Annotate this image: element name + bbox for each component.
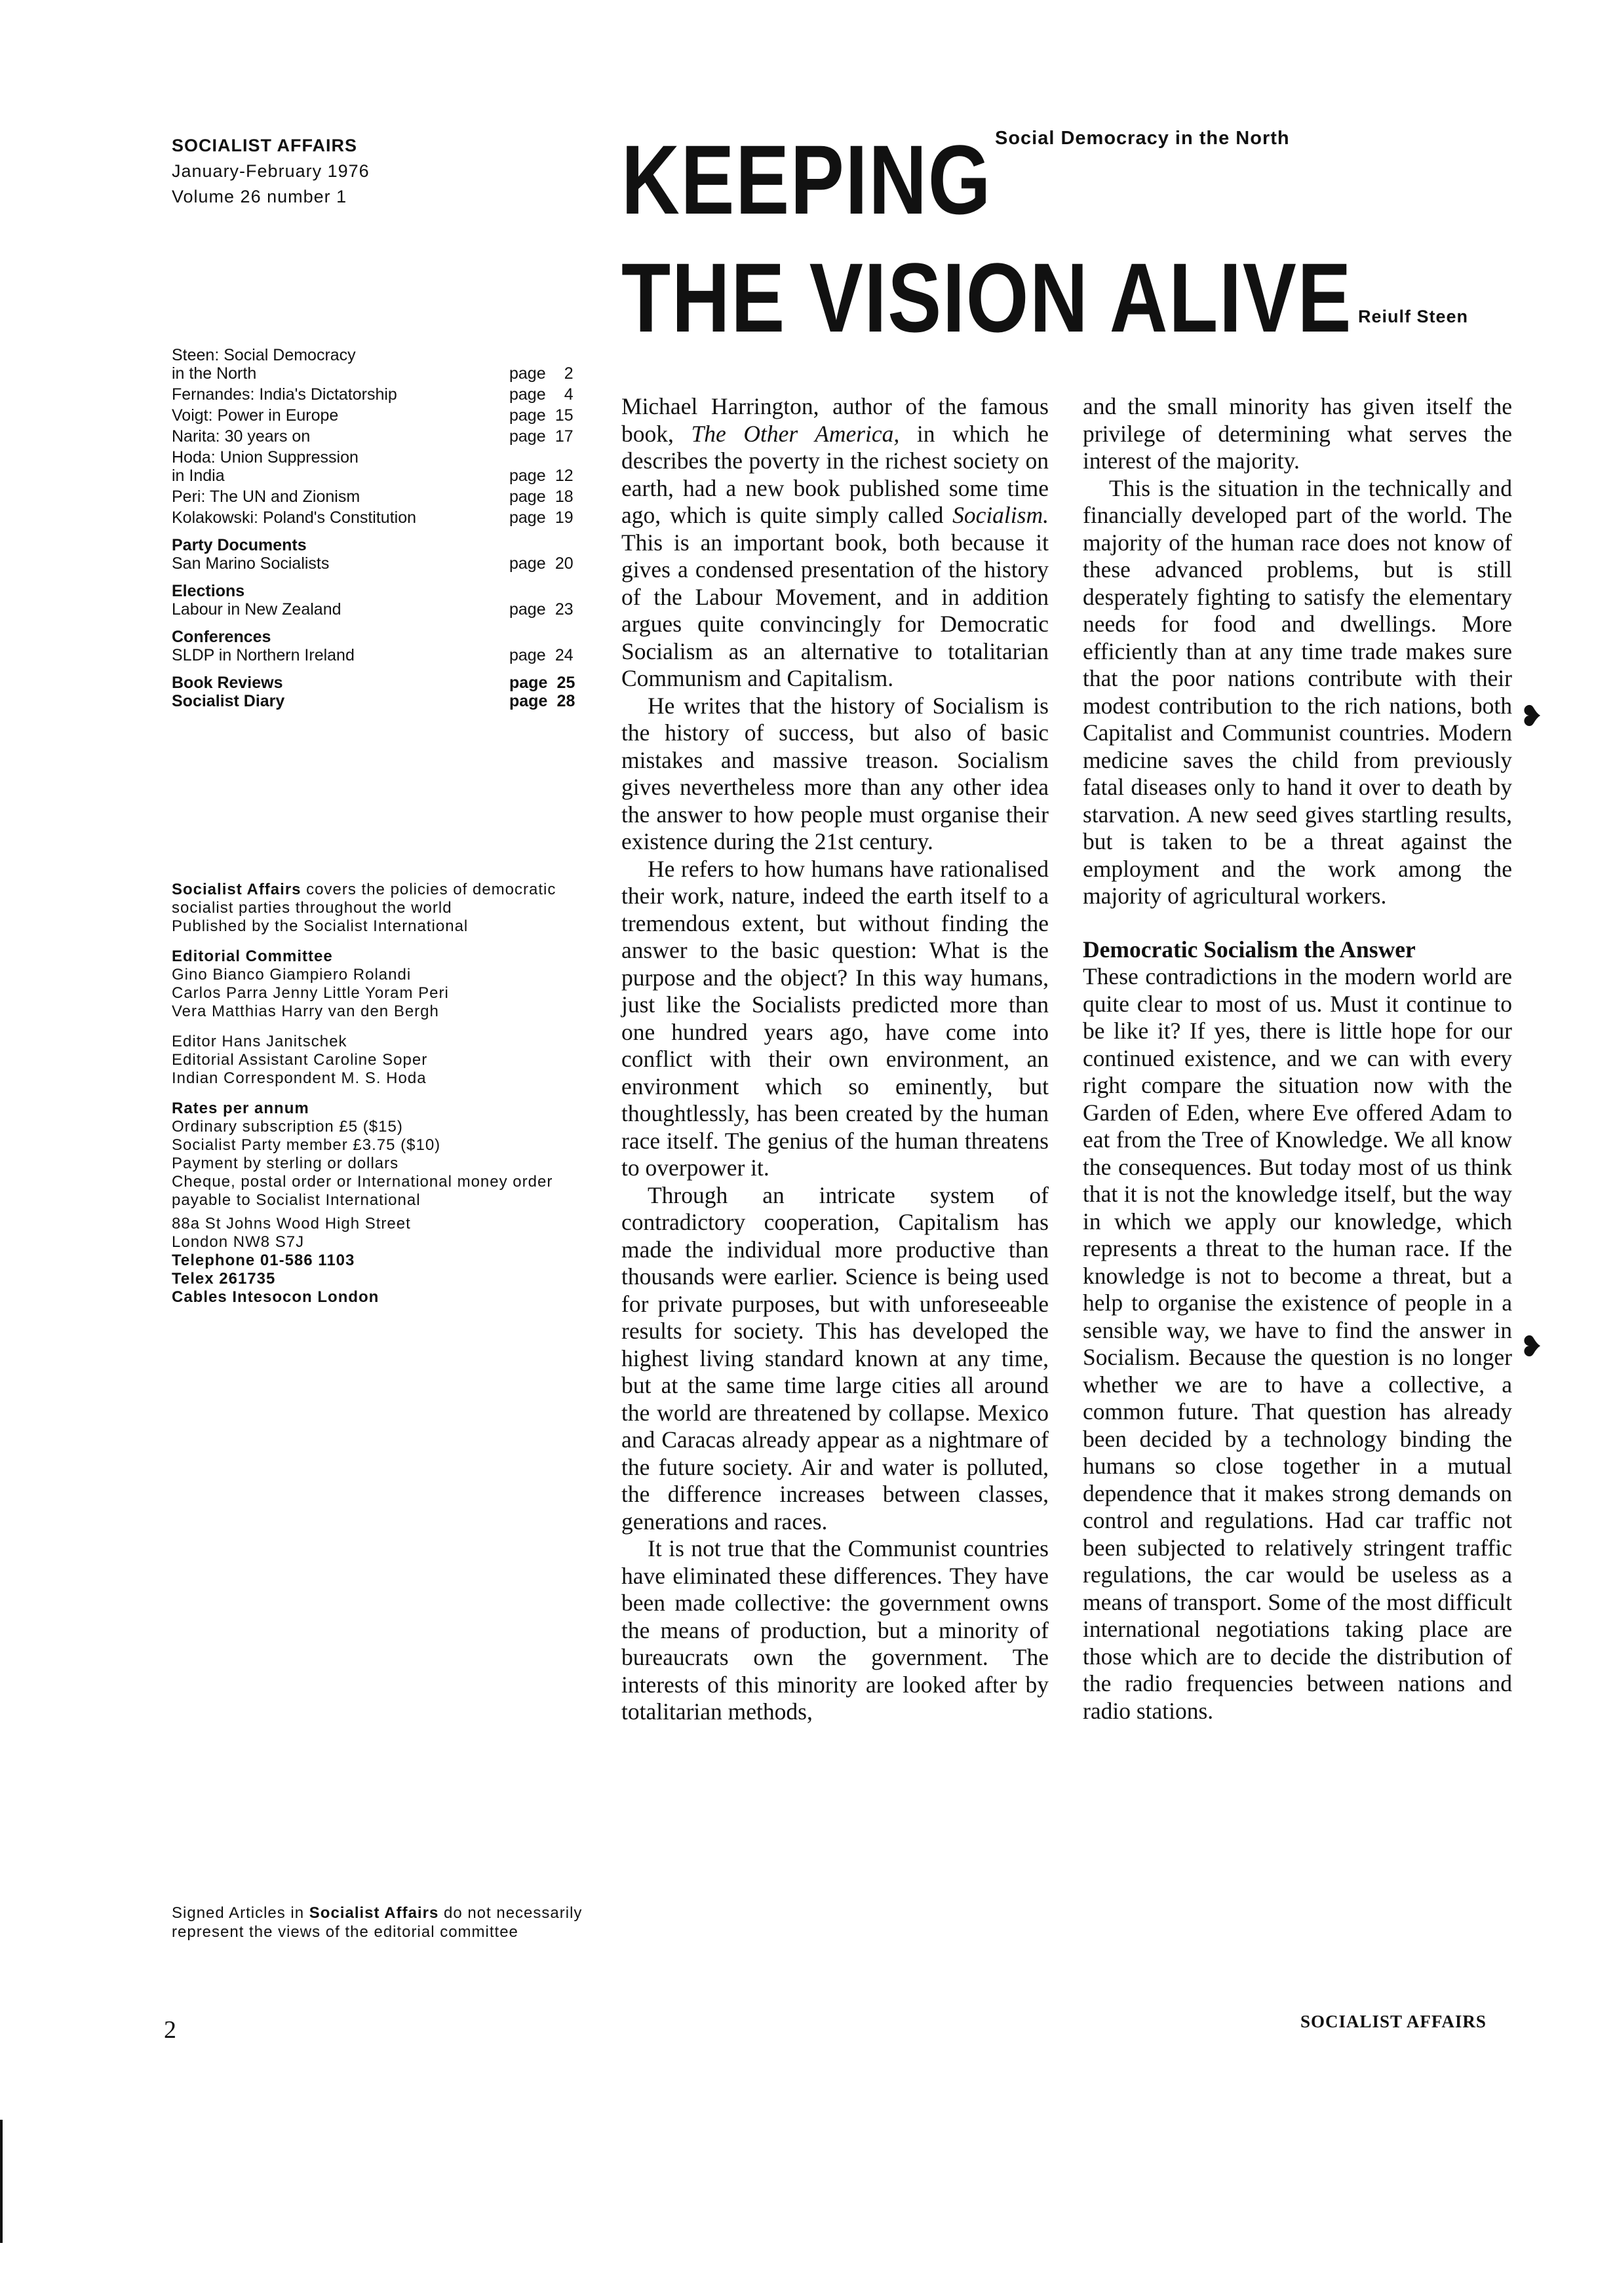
paragraph-text: This is an important book, both because it gives a condensed presentation of the history of the Labour Movement, and in addition argues quite convincingly for Democratic Socialism as an alternative to totalitarian Communism and Capitalism. [621,529,1049,691]
paragraph-text: and the small minority has given itself the privilege of determining what serves the interest of the majority. [1083,393,1512,474]
toc-articles [172,346,591,527]
toc-entry-page [509,467,591,485]
scan-edge-line [0,2120,3,2243]
rate-line: Cheque, postal order or International money order payable to Socialist International [172,1173,553,1209]
address-line: London NW8 S7J [172,1233,305,1251]
rate-line: Payment by sterling or dollars [172,1155,399,1172]
margin-mark-icon: ❥ [1519,1330,1544,1364]
paragraph-text: Michael Harrington, author of the famous book, [621,393,1049,447]
editorial-committee [172,947,591,1021]
toc-page-label: page [509,600,546,619]
paragraph-text: He refers to how humans have rationalised their work, nature, indeed the earth itself to a tremendous extent, but without finding the answer to the basic question: What is the purpose and the object? In this way humans, just like the Socialists predicted more than one hundred years ago, have come into conflict with their own environment, an environment which so eminently, but thoughtlessly, has been created by the human race itself. The genius of the human threatens to overpower it. [621,855,1049,1181]
toc-entry-page [509,674,591,692]
toc-entry-page [509,385,591,404]
address-line: Telex 261735 [172,1270,276,1288]
toc-page-number: 20 [555,554,574,573]
toc-page-label: page [509,692,548,710]
toc-entry [172,646,591,664]
paragraph-text: in which he describes the poverty in the richest society on earth, had a new book published some time ago, which is quite simply called [621,420,1049,528]
toc-page-label: page [509,554,546,573]
toc-entry-page [509,427,591,446]
article-paragraph [621,393,1049,693]
toc-entry-title: Fernandes: India's Dictatorship [172,385,397,404]
address-line: Cables Intesocon London [172,1288,379,1306]
about-brand: Socialist Affairs [172,881,302,898]
committee-member-line: Vera Matthias Harry van den Bergh [172,1003,439,1020]
page-number: 2 [164,2016,176,2044]
toc-entry [172,406,591,425]
rates-heading: Rates per annum [172,1100,309,1117]
toc-entry [172,508,591,527]
paragraph-text: It is not true that the Communist countries have eliminated these differences. They have been made collective: the government owns the means of production, but a minority of bureaucrats own the government. The interests of this minority are looked after by totalitarian methods, [621,1535,1049,1725]
toc-entry-page [509,692,591,710]
toc-entry-title: Socialist Diary [172,692,285,710]
toc-entry-title: Narita: 30 years on [172,427,311,446]
article-paragraph [621,693,1049,856]
footer-publication: SOCIALIST AFFAIRS [1300,2012,1487,2031]
toc-entry [172,674,591,692]
paragraph-text: The Other America, [691,420,900,447]
toc-entry [172,427,591,446]
toc-entry [172,385,591,404]
toc-section [172,628,591,664]
toc-page-number: 24 [555,646,574,664]
toc-entry-page [509,406,591,425]
toc-page-label: page [509,674,548,692]
paragraph-text: Socialism. [952,502,1049,528]
toc-entry-title: Kolakowski: Poland's Constitution [172,508,417,527]
committee-member-line: Carlos Parra Jenny Little Yoram Peri [172,984,449,1002]
toc-entry-page [509,364,591,383]
address-line: 88a St Johns Wood High Street [172,1215,411,1233]
toc-entry [172,346,591,383]
committee-member-line: Gino Bianco Giampiero Rolandi [172,966,412,984]
disclaimer-brand: Socialist Affairs [309,1904,439,1922]
toc-entry-title: SLDP in Northern Ireland [172,646,355,664]
toc-section [172,536,591,573]
toc-entry-title: Voigt: Power in Europe [172,406,339,425]
staff-lines [172,1033,591,1088]
toc-entry-title: San Marino Socialists [172,554,330,573]
toc-entry-page [509,508,591,527]
article-column-2 [1083,393,1512,1725]
toc-section-heading: Party Documents [172,536,307,554]
article-paragraph [621,1182,1049,1536]
disclaimer-before: Signed Articles in [172,1904,309,1922]
margin-mark-icon: ❥ [1519,700,1544,733]
article-column-1 [621,393,1049,1726]
table-of-contents [172,346,591,710]
toc-entry-page [509,600,591,619]
article-author: Reiulf Steen [1358,307,1469,326]
toc-page-label: page [509,427,546,446]
article-paragraph [1083,475,1512,910]
toc-page-label: page [509,488,546,506]
toc-sections [172,536,591,664]
toc-page-number: 25 [556,674,575,692]
article-kicker: Social Democracy in the North [995,128,1290,149]
disclaimer-after: do not necessarily represent the views of the editorial committee [172,1904,583,1941]
toc-entry-page [509,488,591,506]
toc-section-heading: Elections [172,582,245,600]
toc-page-number: 12 [555,467,574,485]
toc-section [172,582,591,619]
paragraph-text: Through an intricate system of contradictory cooperation, Capitalism has made the individual more productive than thousands were earlier. Science is being used for private purposes, but with unforeseeable results for society. This has developed the highest living standard known at any time, but at the same time large cities all around the world are threatened by collapse. Mexico and Caracas already appear as a nightmare of the future society. Air and water is polluted, the difference increases between classes, generations and races. [621,1181,1049,1535]
toc-entry-title: Book Reviews [172,674,283,692]
staff-line: Editor Hans Janitschek [172,1033,347,1050]
article-subheading: Democratic Socialism the Answer [1083,936,1416,963]
article-paragraph [621,856,1049,1182]
article-paragraph [1083,393,1512,475]
headline-line-1: KEEPING [621,124,992,235]
toc-page-label: page [509,385,546,404]
committee-members [172,966,591,1021]
staff-block [172,1033,591,1088]
toc-entry-title: Labour in New Zealand [172,600,341,619]
toc-entry [172,600,591,619]
toc-page-number: 28 [556,692,575,710]
toc-entry-title: Steen: Social Democracy in the North [172,346,356,383]
paragraph-text: He writes that the history of Socialism is the history of success, but also of basic mistakes and massive treason. Socialism gives nevertheless more than any other idea the answer to how people must organise their existence during the 21st century. [621,692,1049,854]
disclaimer [172,1904,591,1942]
address-line: Telephone 01-586 1103 [172,1252,355,1269]
masthead-volume: Volume 26 number 1 [172,187,347,206]
toc-entry [172,448,591,485]
toc-entry [172,692,591,710]
toc-page-number: 2 [564,364,574,383]
toc-page-label: page [509,406,546,425]
published-by: Published by the Socialist International [172,917,469,935]
toc-entry-page [509,554,591,573]
toc-entry-title: Peri: The UN and Zionism [172,488,360,506]
masthead-name: SOCIALIST AFFAIRS [172,136,358,155]
toc-entry [172,488,591,506]
about-block [172,881,591,936]
toc-page-number: 17 [555,427,574,446]
rate-line: Socialist Party member £3.75 ($10) [172,1136,441,1154]
toc-entry [172,554,591,573]
toc-page-label: page [509,508,546,527]
toc-page-number: 19 [555,508,574,527]
toc-page-number: 15 [555,406,574,425]
masthead-date: January-February 1976 [172,161,370,181]
toc-entry-title: Hoda: Union Suppression in India [172,448,359,485]
paragraph-text: This is the situation in the technically and financially developed part of the world. The majority of the human race does not know of these advanced problems, but is still desperately fighting to satisfy the elementary needs for food and dwellings. More efficiently than at any time trade makes sure that the poor nations contribute with their modest contribution to the rich nations, both Capitalist and Communist countries. Modern medicine saves the child from previously fatal diseases only to hand it over to death by starvation. A new seed gives startling results, but is taken to be a threat against the employment and the work among the majority of agricultural workers. [1083,474,1512,909]
toc-page-label: page [509,646,546,664]
article-paragraph [1083,963,1512,1725]
toc-page-number: 4 [564,385,574,404]
address-lines [172,1215,591,1307]
rates-lines [172,1118,591,1210]
article-headline [621,121,1352,356]
publication-info [172,881,591,1318]
headline-line-2: THE VISION ALIVE [621,242,1353,353]
rate-line: Ordinary subscription £5 ($15) [172,1118,403,1136]
staff-line: Indian Correspondent M. S. Hoda [172,1069,427,1087]
toc-page-number: 18 [555,488,574,506]
about-text: covers the policies of democratic socialist parties throughout the world [172,881,556,917]
masthead [172,133,370,210]
rates-block [172,1100,591,1307]
toc-entry-page [509,646,591,664]
toc-page-label: page [509,364,546,383]
paragraph-text: These contradictions in the modern world are quite clear to most of us. Must it continue to be like it? If yes, there is little hope for our continued existence, and we can with every right compare the situation now with the Garden of Eden, where Eve offered Adam to eat from the Tree of Knowledge. We all know the consequences. But today most of us think that it is not the knowledge itself, but the way in which we apply our knowledge, which represents a threat to the human race. If the knowledge is not to become a threat, but a help to organise the existence of people in a sensible way, we have to find the answer in Socialism. Because the question is no longer whether we are to have a collective, a common future. That question has already been decided by a technology binding the humans so close together in a mutual dependence that it makes strong demands on control and regulations. Had car traffic not been subjected to relatively stringent traffic regulations, the car would be useless as a means of transport. Some of the most difficult international negotiations taking place are those which are to decide the distribution of the radio frequencies between nations and radio stations. [1083,963,1512,1724]
committee-heading: Editorial Committee [172,947,333,965]
article-paragraph [621,1535,1049,1726]
toc-section-heading: Conferences [172,628,271,646]
toc-page-number: 23 [555,600,574,619]
toc-page-label: page [509,467,546,485]
staff-line: Editorial Assistant Caroline Soper [172,1051,428,1069]
toc-extras [172,674,591,710]
